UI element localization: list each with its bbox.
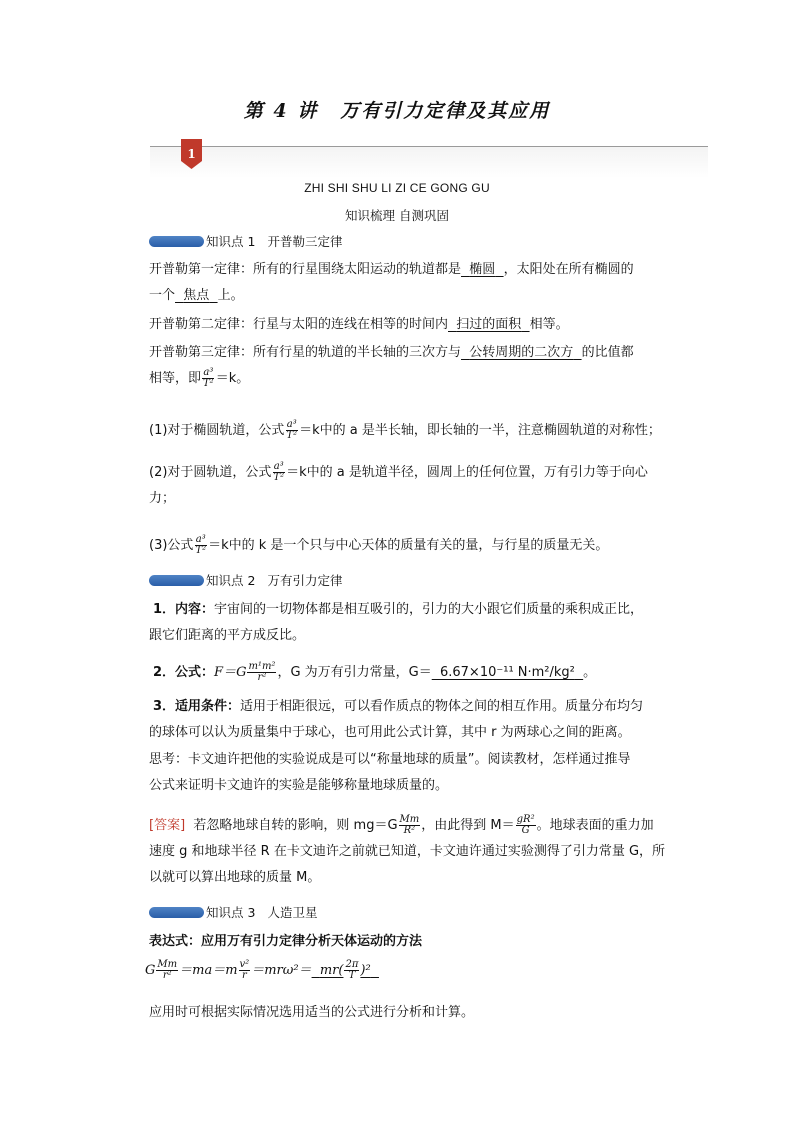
section-number: 1 xyxy=(187,147,196,161)
kp1-name: 开普勒三定律 xyxy=(267,234,343,249)
satellite-expression: 表达式：应用万有引力定律分析天体运动的方法 xyxy=(149,934,423,949)
answer-block: [答案] 若忽略地球自转的影响，则 mg＝G $\frac{Mm}{\text{R²}}$ ，由此得到 M＝ $\frac{\text{gR²}}{G}$ 。地球表面的重力加 速度 g 和地球半径 R 在卡文迪许之前就已知道，卡文迪许通过实验测得了引力常量 G，所 以就可以算出地球的质量 M。 xyxy=(149,814,666,885)
kepler-law-3: 开普勒第三定律：所有行星的轨道的半长轴的三次方与 公转周期的二次方 的比值都 相等，即 $\frac{\text{a³}}{\text{T²}}$ ＝k。 xyxy=(149,345,634,389)
pill-marker-icon xyxy=(149,907,204,918)
lesson-topic: 万有引力定律及其应用 xyxy=(340,100,551,122)
kepler-law-1: 开普勒第一定律：所有的行星围绕太阳运动的轨道都是 椭圆 ，太阳处在所有椭圆的 一个 焦点 上。 xyxy=(149,262,634,303)
satellite-application: 应用时可根据实际情况选用适当的公式进行分析和计算。 xyxy=(149,1005,475,1020)
satellite-equation: G $\frac{Mm}{\text{r²}}$ ＝ma＝m $\frac{\text{v²}}{r}$ ＝mrω²＝ mr( $\frac{2\pi}{T}$ )² xyxy=(145,959,371,981)
fraction-a3-T2: $\frac{\text{a³}}{\text{T²}}$ xyxy=(203,367,214,389)
kp1-label: 知识点 1 xyxy=(206,234,256,249)
pill-marker-icon xyxy=(149,236,204,247)
section-subtitle: 知识梳理 自测巩固 xyxy=(345,208,449,223)
knowledge-point-2-heading xyxy=(149,572,342,588)
kepler-law-2: 开普勒第二定律：行星与太阳的连线在相等的时间内 扫过的面积 相等。 xyxy=(149,317,569,332)
gravitation-formula: 2．公式：F＝G $\frac{\text{m¹m²}}{\text{r²}}$ ，G 为万有引力常量，G＝ 6.67×10⁻¹¹ N·m²/kg² 。 xyxy=(153,661,597,683)
gravitation-conditions: 3．适用条件：适用于相距很远，可以看作质点的物体之间的相互作用。质量分布均匀 的球体可以认为质量集中于球心，也可用此公式计算，其中 r 为两球心之间的距离。 xyxy=(149,699,644,740)
kp3-name: 人造卫星 xyxy=(267,905,318,920)
think-question: 思考：卡文迪许把他的实验说成是可以“称量地球的质量”。阅读教材，怎样通过推导 公式来证明卡文迪许的实验是能够称量地球质量的。 xyxy=(149,752,631,793)
section-band xyxy=(150,146,708,178)
pill-marker-icon xyxy=(149,575,204,586)
section-badge xyxy=(181,139,202,169)
section-divider xyxy=(150,146,708,147)
kp2-name: 万有引力定律 xyxy=(267,573,343,588)
kp3-label: 知识点 3 xyxy=(206,905,256,920)
lesson-number: 第 4 讲 xyxy=(243,100,319,122)
section-pinyin: ZHI SHI SHU LI ZI CE GONG GU xyxy=(304,181,490,195)
knowledge-point-1-heading xyxy=(149,233,342,249)
answer-tag: [答案] xyxy=(149,818,186,833)
kp2-label: 知识点 2 xyxy=(206,573,256,588)
gravitation-content: 1．内容：宇宙间的一切物体都是相互吸引的，引力的大小跟它们质量的乘积成正比， 跟它们距离的平方成反比。 xyxy=(149,602,644,643)
note-2: (2)对于圆轨道，公式 $\frac{\text{a³}}{\text{T²}}$ ＝k中的 a 是轨道半径，圆周上的任何位置，万有引力等于向心 力； xyxy=(149,461,648,506)
note-1: (1)对于椭圆轨道，公式 $\frac{\text{a³}}{\text{T²}}$ ＝k中的 a 是半长轴，即长轴的一半，注意椭圆轨道的对称性； xyxy=(149,419,661,441)
knowledge-point-3-heading xyxy=(149,904,317,920)
note-3: (3)公式 $\frac{\text{a³}}{\text{T²}}$ ＝k中的 k 是一个只与中心天体的质量有关的量，与行星的质量无关。 xyxy=(149,534,609,556)
lesson-title xyxy=(0,96,794,123)
